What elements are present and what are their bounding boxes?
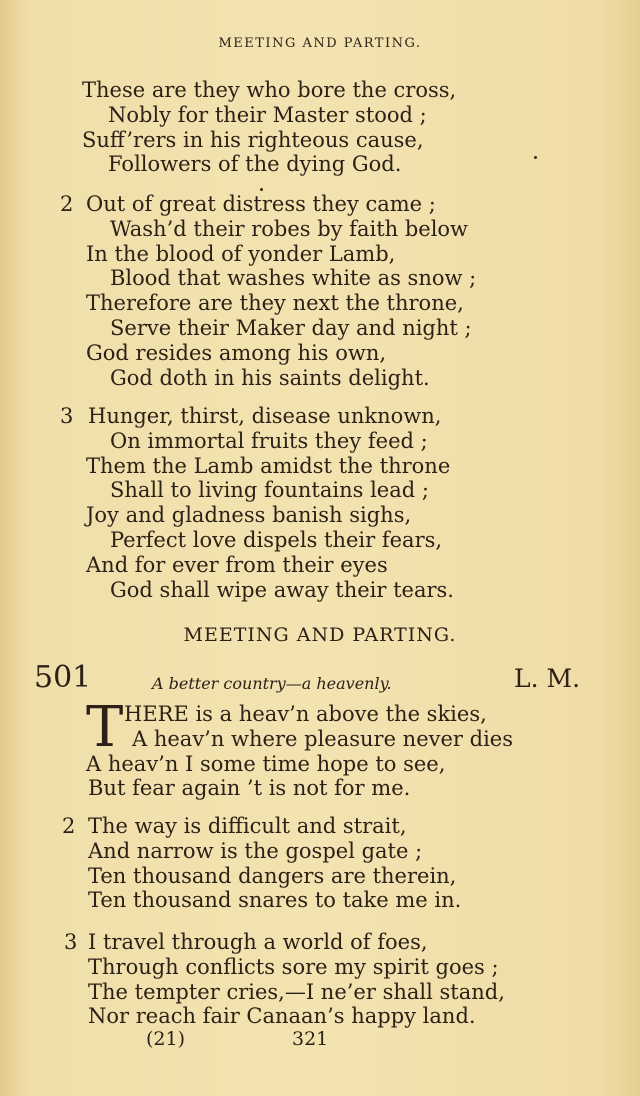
verse-line: Ten thousand dangers are therein, xyxy=(88,863,457,888)
verse-line: Nor reach fair Canaan’s happy land. xyxy=(88,1004,476,1029)
verse-line: On immortal fruits they feed ; xyxy=(110,428,428,453)
verse-line: In the blood of yonder Lamb, xyxy=(86,241,396,266)
hymn-subtitle: A better country—a heavenly. xyxy=(152,674,392,693)
verse-line: The way is difficult and strait, xyxy=(88,814,407,838)
verse-line: Perfect love dispels their fears, xyxy=(110,527,443,552)
prev-hymn-stanza-3 xyxy=(0,404,640,602)
hymn-501-stanza-3 xyxy=(0,930,640,1029)
hymn-number: 501 xyxy=(34,660,92,695)
verse-line: Suff’rers in his righteous cause, xyxy=(82,127,424,152)
verse-line: HERE is a heav’n above the skies, xyxy=(124,702,487,726)
verse-line: Out of great distress they came ; xyxy=(86,192,436,216)
prev-hymn-stanza-1 xyxy=(0,78,640,177)
print-speck xyxy=(534,156,537,159)
verse-line: Joy and gladness banish sighs, xyxy=(86,503,412,528)
section-title: MEETING AND PARTING. xyxy=(183,624,457,646)
verse-line: I travel through a world of foes, xyxy=(88,930,428,954)
verse-line: Ten thousand snares to take me in. xyxy=(88,888,462,913)
page-number: 321 xyxy=(292,1028,329,1050)
verse-line: And narrow is the gospel gate ; xyxy=(88,838,423,863)
verse-line: God shall wipe away their tears. xyxy=(110,577,454,602)
stanza-number: 2 xyxy=(60,192,74,216)
signature-mark: (21) xyxy=(146,1028,186,1050)
print-speck xyxy=(260,188,263,191)
verse-line: And for ever from their eyes xyxy=(86,552,388,577)
verse-line: A heav’n I some time hope to see, xyxy=(86,751,446,776)
verse-line: Therefore are they next the throne, xyxy=(86,291,464,316)
verse-line: These are they who bore the cross, xyxy=(82,78,457,102)
verse-line: God doth in his saints delight. xyxy=(110,365,430,390)
hymn-meter: L. M. xyxy=(514,664,581,693)
verse-line: Followers of the dying God. xyxy=(108,152,402,177)
verse-line: Blood that washes white as snow ; xyxy=(110,266,477,291)
verse-line: Them the Lamb amidst the throne xyxy=(86,453,451,478)
verse-line: But fear again ’t is not for me. xyxy=(88,776,411,801)
verse-line: God resides among his own, xyxy=(86,340,387,365)
stanza-number: 2 xyxy=(62,814,76,838)
hymn-501-stanza-2 xyxy=(0,814,640,913)
prev-hymn-stanza-2 xyxy=(0,192,640,390)
verse-line: Shall to living fountains lead ; xyxy=(110,478,429,503)
verse-line: Nobly for their Master stood ; xyxy=(108,102,427,127)
verse-line: Hunger, thirst, disease unknown, xyxy=(88,404,442,428)
verse-line: Serve their Maker day and night ; xyxy=(110,315,472,340)
verse-line: Wash’d their robes by faith below xyxy=(110,216,469,241)
stanza-number: 3 xyxy=(64,930,78,954)
verse-line: The tempter cries,—I ne’er shall stand, xyxy=(88,979,505,1004)
stanza-number: 3 xyxy=(60,404,74,428)
verse-line: A heav’n where pleasure never dies xyxy=(132,726,513,751)
running-head: MEETING AND PARTING. xyxy=(218,36,422,51)
verse-line: Through conflicts sore my spirit goes ; xyxy=(88,954,499,979)
drop-cap: T xyxy=(86,695,124,760)
hymn-501-stanza-1 xyxy=(0,695,640,801)
